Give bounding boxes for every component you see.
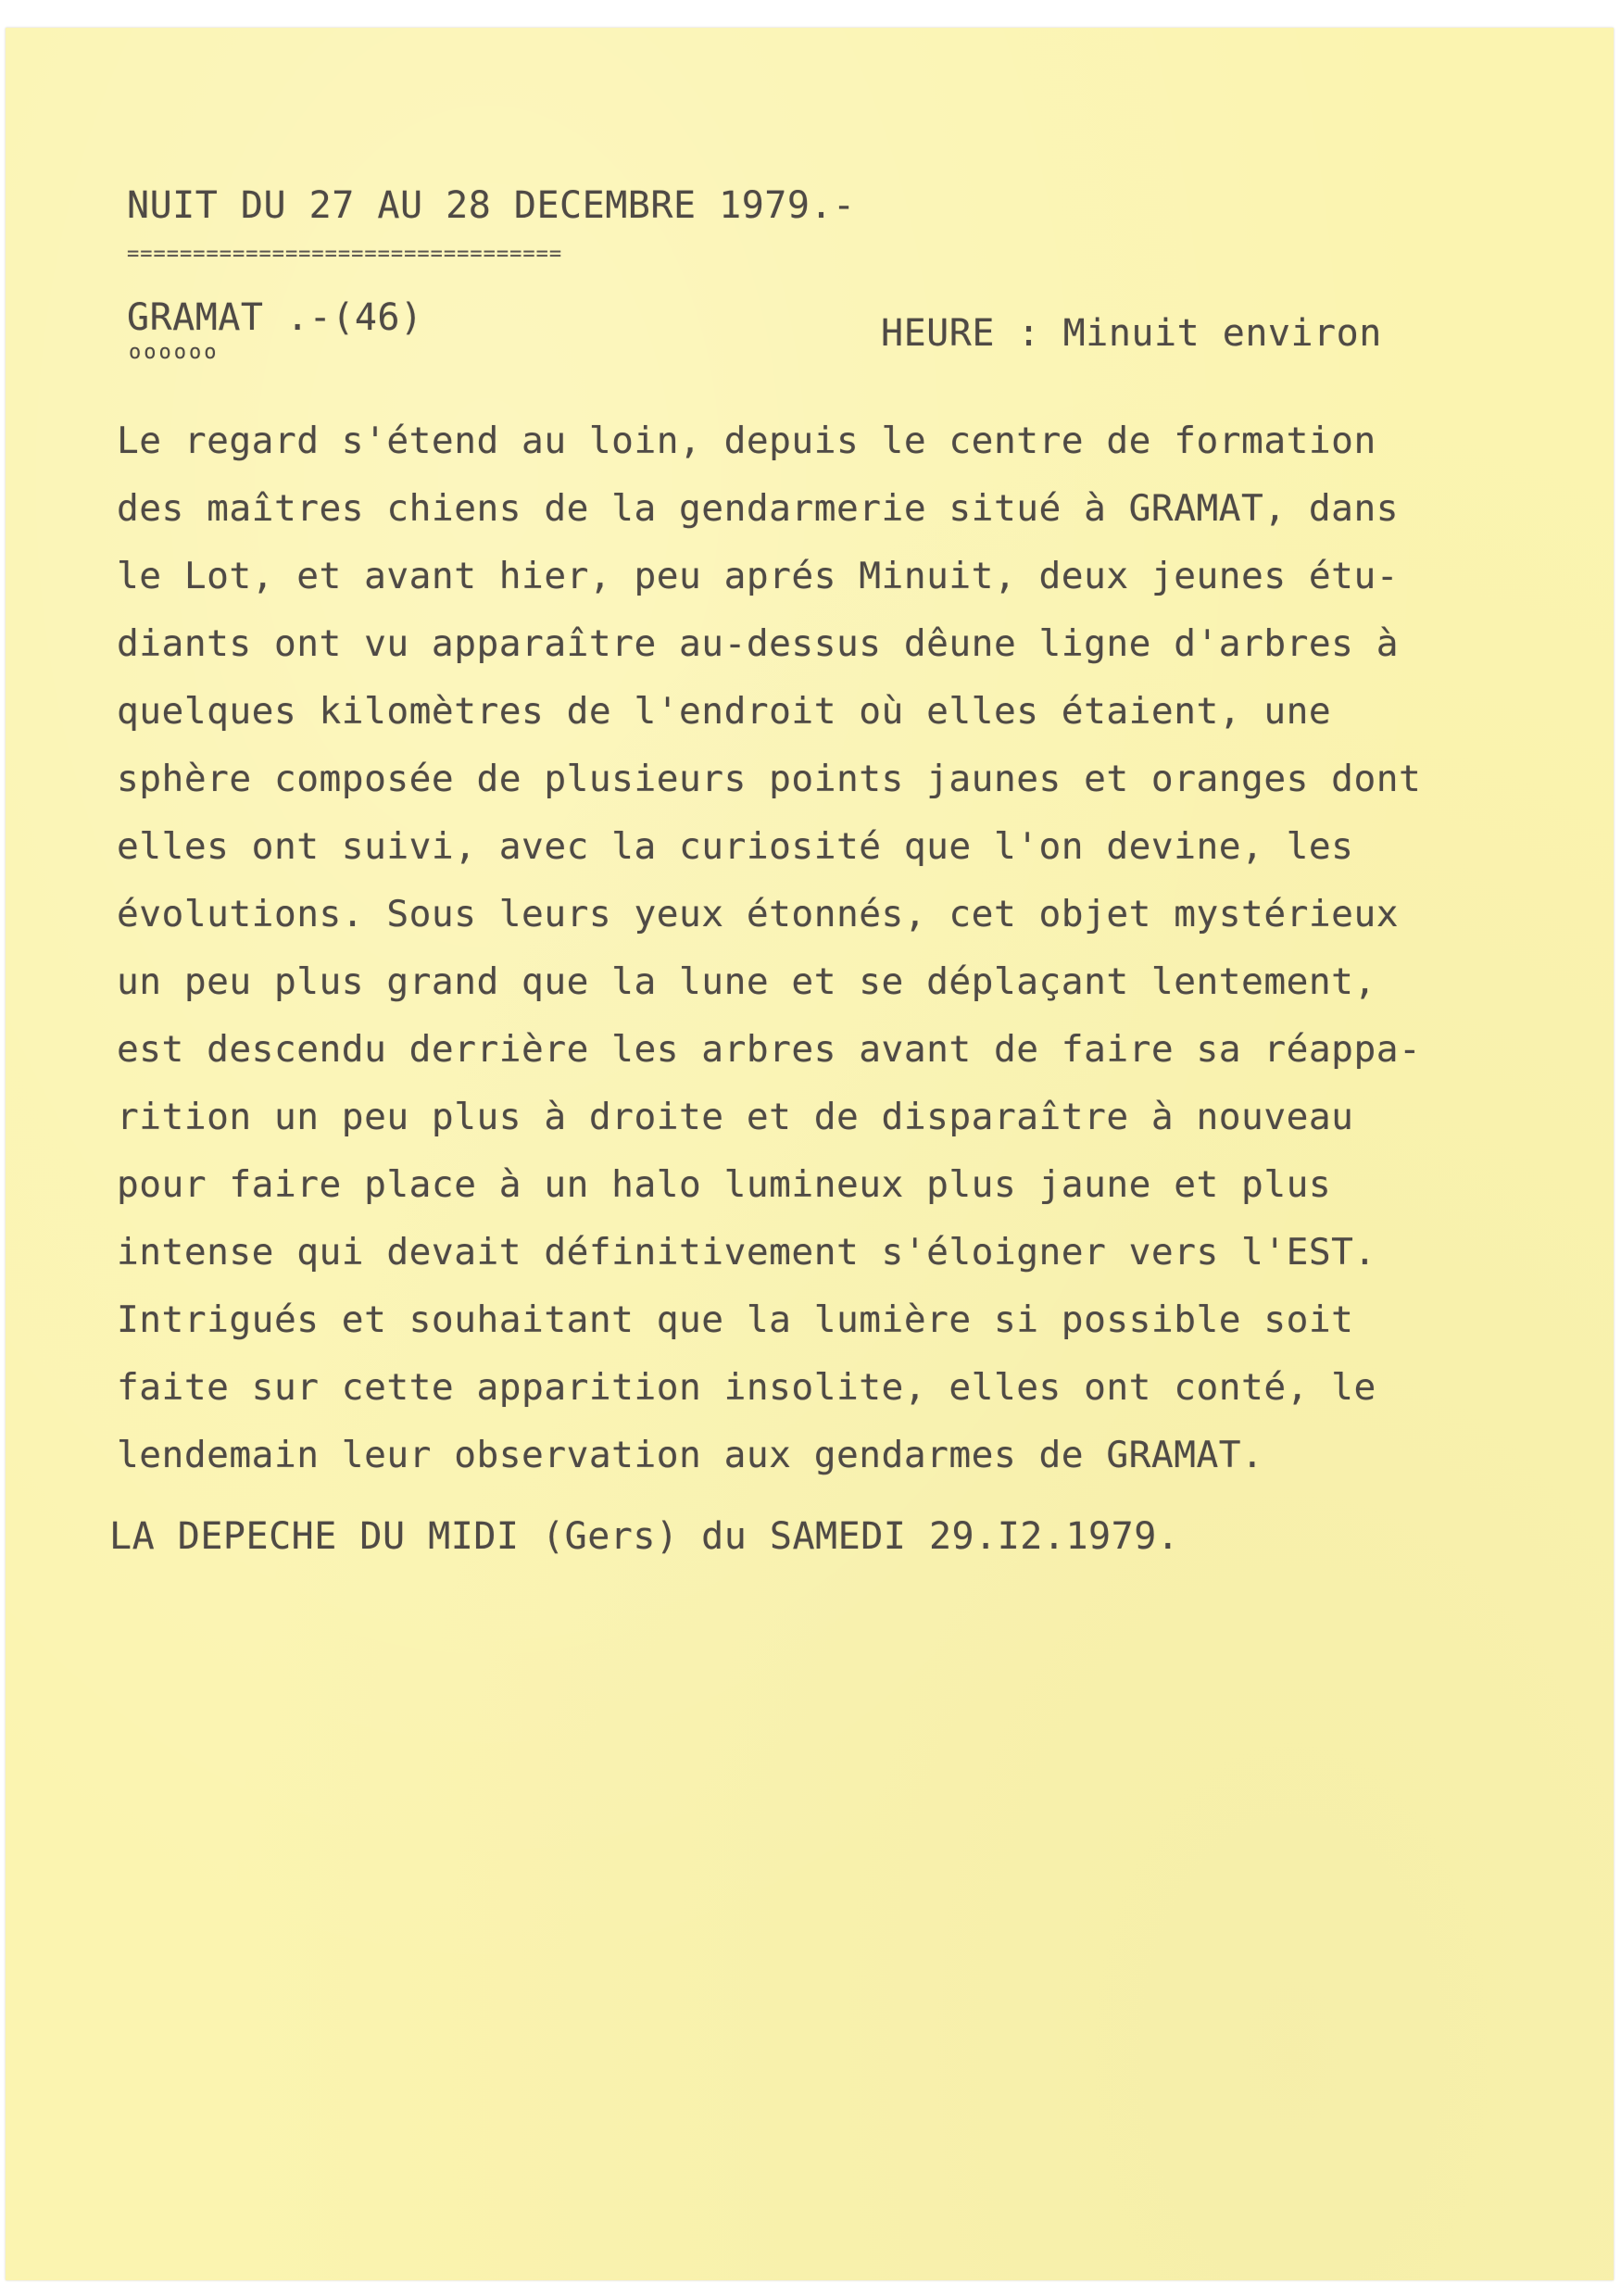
body-line: quelques kilomètres de l'endroit où elles étaient, une	[117, 690, 1332, 733]
body-line: intense qui devait définitivement s'éloigner vers l'EST.	[117, 1231, 1376, 1273]
source-citation: LA DEPECHE DU MIDI (Gers) du SAMEDI 29.I2.1979.	[109, 1515, 1180, 1558]
body-line: elles ont suivi, avec la curiosité que l'on devine, les	[117, 825, 1354, 868]
body-line: diants ont vu apparaître au-dessus dêune ligne d'arbres à	[117, 622, 1400, 665]
body-line: faite sur cette apparition insolite, elles ont conté, le	[117, 1366, 1376, 1409]
body-line: sphère composée de plusieurs points jaunes et oranges dont	[117, 758, 1422, 800]
document-heading: NUIT DU 27 AU 28 DECEMBRE 1979.-	[127, 184, 856, 227]
body-line: pour faire place à un halo lumineux plus jaune et plus	[117, 1163, 1332, 1206]
paper-sheet	[6, 28, 1614, 2280]
body-line: est descendu derrière les arbres avant de faire sa réappa-	[117, 1028, 1422, 1071]
location-underline: oooooo	[129, 341, 220, 364]
hour-label: HEURE : Minuit environ	[881, 312, 1382, 355]
location-label: GRAMAT .-(46)	[127, 296, 423, 339]
body-line: un peu plus grand que la lune et se déplaçant lentement,	[117, 960, 1376, 1003]
body-line: le Lot, et avant hier, peu aprés Minuit, deux jeunes étu-	[117, 555, 1400, 597]
body-line: des maîtres chiens de la gendarmerie situé à GRAMAT, dans	[117, 487, 1400, 530]
body-line: Intrigués et souhaitant que la lumière si possible soit	[117, 1299, 1354, 1341]
body-line: Le regard s'étend au loin, depuis le centre de formation	[117, 420, 1376, 462]
report-body	[117, 408, 1525, 1489]
heading-underline: =================================	[127, 243, 563, 266]
body-line: lendemain leur observation aux gendarmes de GRAMAT.	[117, 1434, 1264, 1476]
body-line: rition un peu plus à droite et de disparaître à nouveau	[117, 1096, 1354, 1138]
body-line: évolutions. Sous leurs yeux étonnés, cet objet mystérieux	[117, 893, 1400, 935]
